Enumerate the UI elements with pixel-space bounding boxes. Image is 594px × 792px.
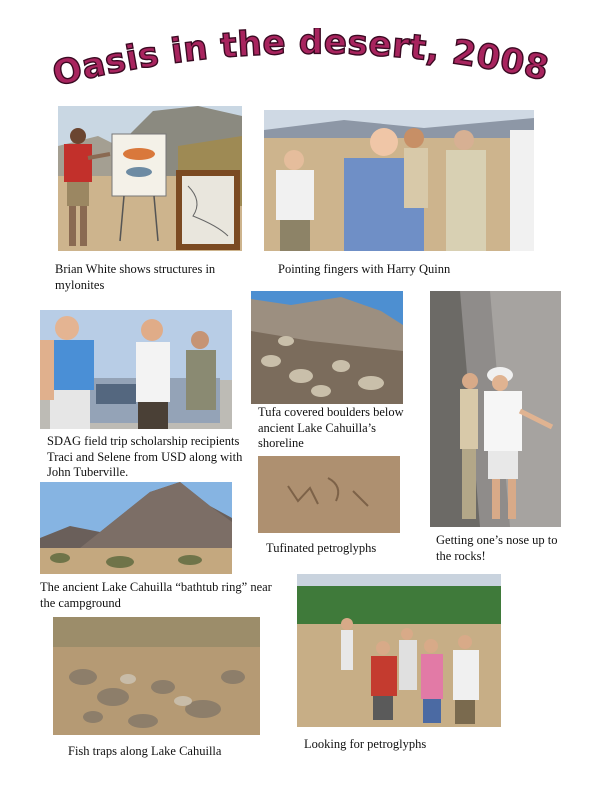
caption-tufinated: Tufinated petroglyphs (266, 541, 377, 555)
caption-harry-quinn: Pointing fingers with Harry Quinn (278, 262, 451, 276)
page-title (50, 28, 550, 98)
photo-nose-rocks (430, 291, 561, 527)
caption-looking-petroglyphs: Looking for petroglyphs (304, 737, 427, 751)
caption-fish-traps: Fish traps along Lake Cahuilla (68, 744, 222, 758)
caption-brian-white: Brian White shows structures in mylonites (55, 262, 216, 292)
photo-tufinated-petroglyphs (258, 456, 400, 533)
photo-brian-white (58, 106, 242, 251)
photo-bathtub-ring (40, 482, 232, 574)
caption-sdag: SDAG field trip scholarship recipients Traci and Selene from USD along with John Tuberville. (47, 434, 243, 479)
photo-fish-traps (53, 617, 260, 735)
caption-tufa-boulders: Tufa covered boulders below ancient Lake Cahuilla’s shoreline (258, 405, 404, 450)
photo-harry-quinn (264, 110, 534, 251)
caption-bathtub-ring: The ancient Lake Cahuilla “bathtub ring” near the campground (40, 580, 272, 610)
page-title-art (50, 28, 550, 98)
photo-looking-petroglyphs (297, 574, 501, 727)
svg-text:Oasis in the desert, 2008 (50, 28, 550, 95)
photo-tufa-boulders (251, 291, 403, 404)
photo-sdag-scholarship (40, 310, 232, 429)
page-title-text: Oasis in the desert, 2008 (50, 28, 550, 95)
caption-nose-rocks: Getting one’s nose up to the rocks! (436, 533, 558, 563)
